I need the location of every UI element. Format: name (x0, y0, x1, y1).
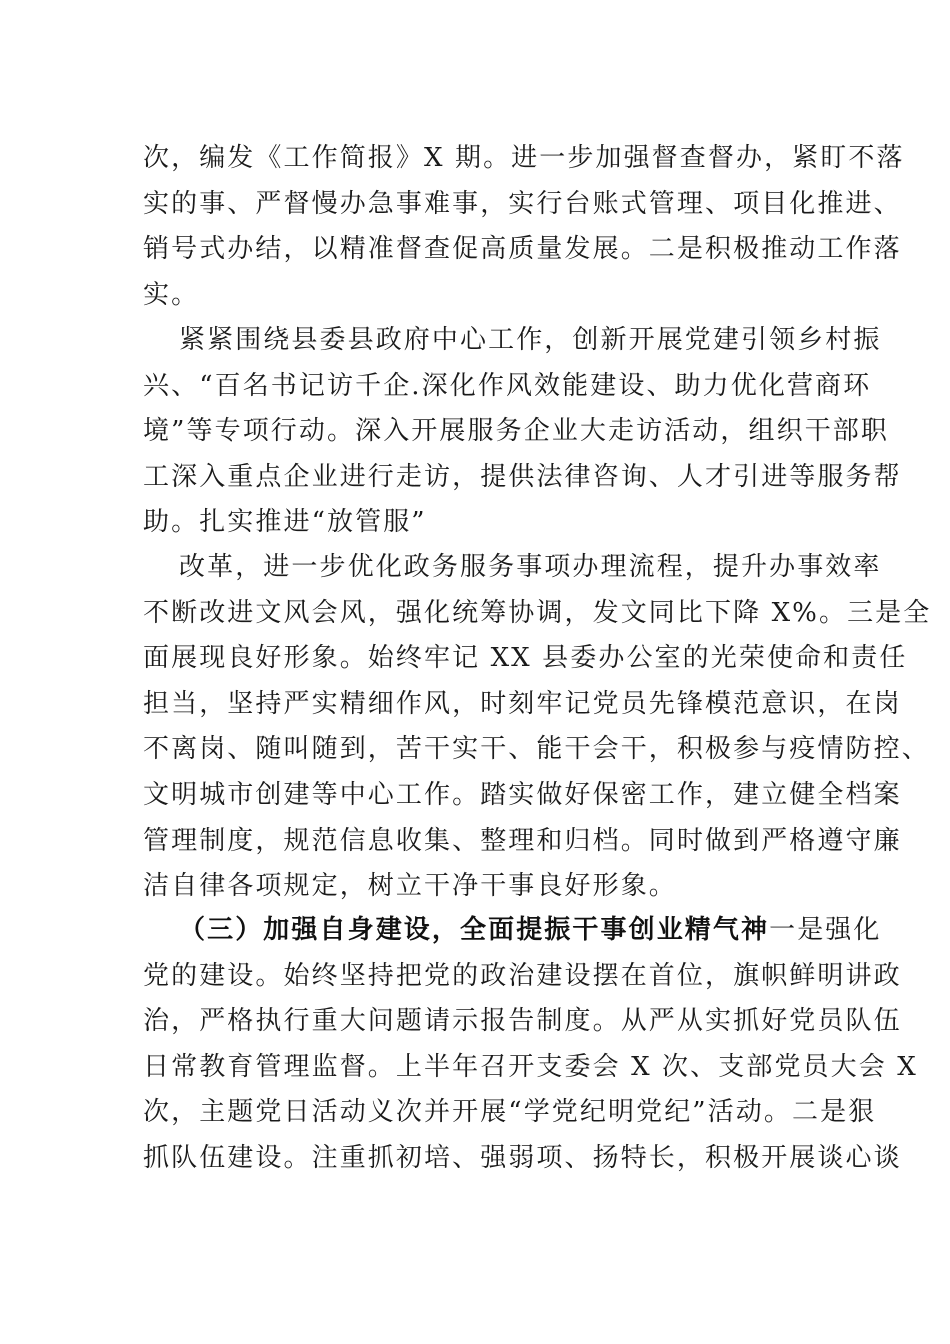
paragraph-line: 面展现良好形象。始终牢记 XX 县委办公室的光荣使命和责任 (143, 643, 908, 674)
paragraph-line: 兴、“百名书记访千企.深化作风效能建设、助力优化营商环 (143, 370, 872, 401)
paragraph-line: 实。 (143, 279, 200, 310)
paragraph-line: 文明城市创建等中心工作。踏实做好保密工作，建立健全档案 (143, 779, 902, 810)
paragraph-line: 紧紧围绕县委县政府中心工作，创新开展党建引领乡村振 (179, 325, 882, 355)
section-heading: （三）加强自身建设，全面提振干事创业精气神 (179, 915, 770, 945)
paragraph-line: 不离岗、随叫随到，苦干实干、能干会干，积极参与疫情防控、 (143, 734, 930, 765)
paragraph-line: 抓队伍建设。注重抓初培、强弱项、扬特长，积极开展谈心谈 (143, 1142, 902, 1173)
paragraph-4 (143, 908, 918, 1182)
paragraph-line: 治，严格执行重大问题请示报告制度。从严从实抓好党员队伍 (143, 1006, 902, 1037)
paragraph-line: 实的事、严督慢办急事难事，实行台账式管理、项目化推进、 (143, 188, 902, 219)
paragraph-line: 改革，进一步优化政务服务事项办理流程，提升办事效率 (179, 552, 882, 582)
paragraph-line: 洁自律各项规定，树立干净干事良好形象。 (143, 871, 677, 902)
paragraph-line: 次，编发《工作简报》X 期。进一步加强督查督办，紧盯不落 (143, 143, 905, 173)
paragraph-line: 管理制度，规范信息收集、整理和归档。同时做到严格遵守廉 (143, 825, 902, 856)
paragraph-1 (143, 136, 905, 318)
paragraph-line: 不断改进文风会风，强化统筹协调，发文同比下降 X%。三是全 (143, 597, 932, 628)
paragraph-2 (143, 318, 902, 546)
paragraph-line: 工深入重点企业进行走访，提供法律咨询、人才引进等服务帮 (143, 461, 902, 492)
paragraph-line: 次，主题党日活动义次并开展“学党纪明党纪”活动。二是狠 (143, 1097, 877, 1128)
section-heading-line (143, 908, 882, 954)
paragraph-line: 销号式办结，以精准督查促高质量发展。二是积极推动工作落 (143, 234, 902, 265)
paragraph-line: 境”等专项行动。深入开展服务企业大走访活动，组织干部职 (143, 416, 889, 447)
paragraph-3 (143, 545, 932, 910)
paragraph-line: 担当，坚持严实精细作风，时刻牢记党员先锋模范意识，在岗 (143, 688, 902, 719)
paragraph-line: 日常教育管理监督。上半年召开支委会 X 次、支部党员大会 X (143, 1051, 918, 1082)
paragraph-line: 助。扎实推进“放管服” (143, 507, 427, 538)
paragraph-line: 党的建设。始终坚持把党的政治建设摆在首位，旗帜鲜明讲政 (143, 960, 902, 991)
heading-line-continuation: 一是强化 (769, 915, 882, 945)
